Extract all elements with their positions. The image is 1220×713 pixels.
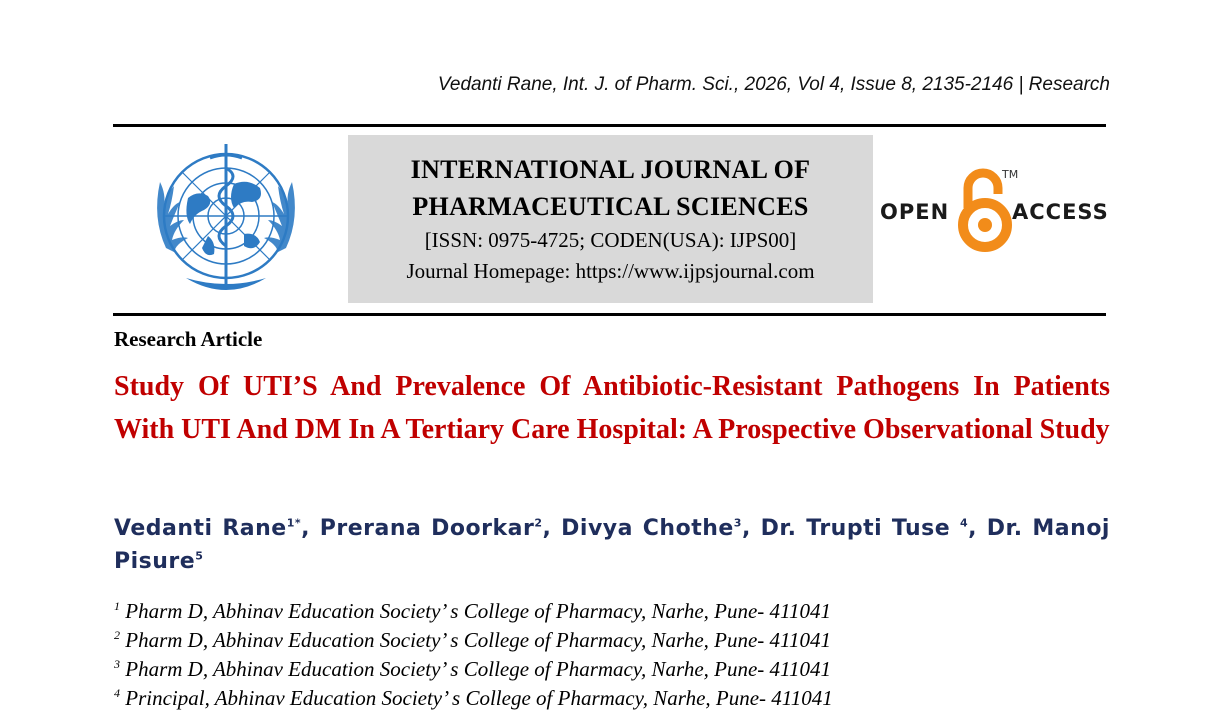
author-separator: , <box>968 516 987 541</box>
author-name: Divya Chothe <box>561 516 734 541</box>
journal-name-line2: PHARMACEUTICAL SCIENCES <box>412 192 809 221</box>
affiliation-item <box>114 626 1110 655</box>
affiliation-text: Pharm D, Abhinav Education Society’ s College of Pharmacy, Narhe, Pune- 411041 <box>120 657 831 681</box>
author-name: Dr. Manoj Pisure <box>114 516 1110 574</box>
affiliation-text: Principal, Abhinav Education Society’ s College of Pharmacy, Narhe, Pune- 411041 <box>120 686 833 710</box>
affiliation-text: Pharm D, Abhinav Education Society’ s College of Pharmacy, Narhe, Pune- 411041 <box>120 628 831 652</box>
journal-issn: [ISSN: 0975-4725; CODEN(USA): IJPS00] <box>424 228 797 252</box>
author-affiliation-marker: 5 <box>195 549 204 563</box>
article-title: Study Of UTI’S And Prevalence Of Antibiotic-Resistant Pathogens In Patients With UTI And DM In A Tertiary Care Hospital: A Prospective Observational Study <box>114 371 1110 445</box>
affiliation-item <box>114 684 1110 713</box>
open-access-open-label: OPEN <box>880 200 950 224</box>
affiliation-number: 4 <box>114 686 120 700</box>
header-rule-top <box>113 124 1106 127</box>
author-separator: , <box>301 516 320 541</box>
affiliation-list <box>114 597 1110 713</box>
author-affiliation-marker: 4 <box>959 516 969 530</box>
author-separator: , <box>741 516 761 541</box>
trademark-mark: TM <box>1002 168 1019 181</box>
affiliation-number: 1 <box>114 599 120 613</box>
author-affiliation-marker: 2 <box>534 516 543 530</box>
affiliation-number: 2 <box>114 628 120 642</box>
author-name: Vedanti Rane <box>114 516 287 541</box>
running-head: Vedanti Rane, Int. J. of Pharm. Sci., 2026, Vol 4, Issue 8, 2135-2146 | Research <box>437 74 1110 95</box>
open-access-logo <box>880 168 1110 256</box>
article-type-label: Research Article <box>114 327 263 351</box>
affiliation-text: Pharm D, Abhinav Education Society’ s College of Pharmacy, Narhe, Pune- 411041 <box>120 599 831 623</box>
journal-name <box>348 151 873 225</box>
author-name: Prerana Doorkar <box>319 516 535 541</box>
affiliation-item <box>114 655 1110 684</box>
author-affiliation-marker: 3 <box>733 516 742 530</box>
journal-emblem-logo <box>126 138 326 308</box>
author-name: Dr. Trupti Tuse <box>760 516 960 541</box>
open-access-access-label: ACCESS <box>1012 200 1109 224</box>
journal-masthead-box <box>348 135 873 303</box>
journal-name-line1: INTERNATIONAL JOURNAL OF <box>410 155 811 184</box>
header-rule-bottom <box>113 313 1106 316</box>
affiliation-number: 3 <box>114 657 120 671</box>
author-affiliation-marker: 1* <box>286 516 302 530</box>
affiliation-item <box>114 597 1110 626</box>
author-separator: , <box>542 516 562 541</box>
journal-homepage: Journal Homepage: https://www.ijpsjournal.com <box>406 259 815 283</box>
author-list <box>114 512 1110 578</box>
